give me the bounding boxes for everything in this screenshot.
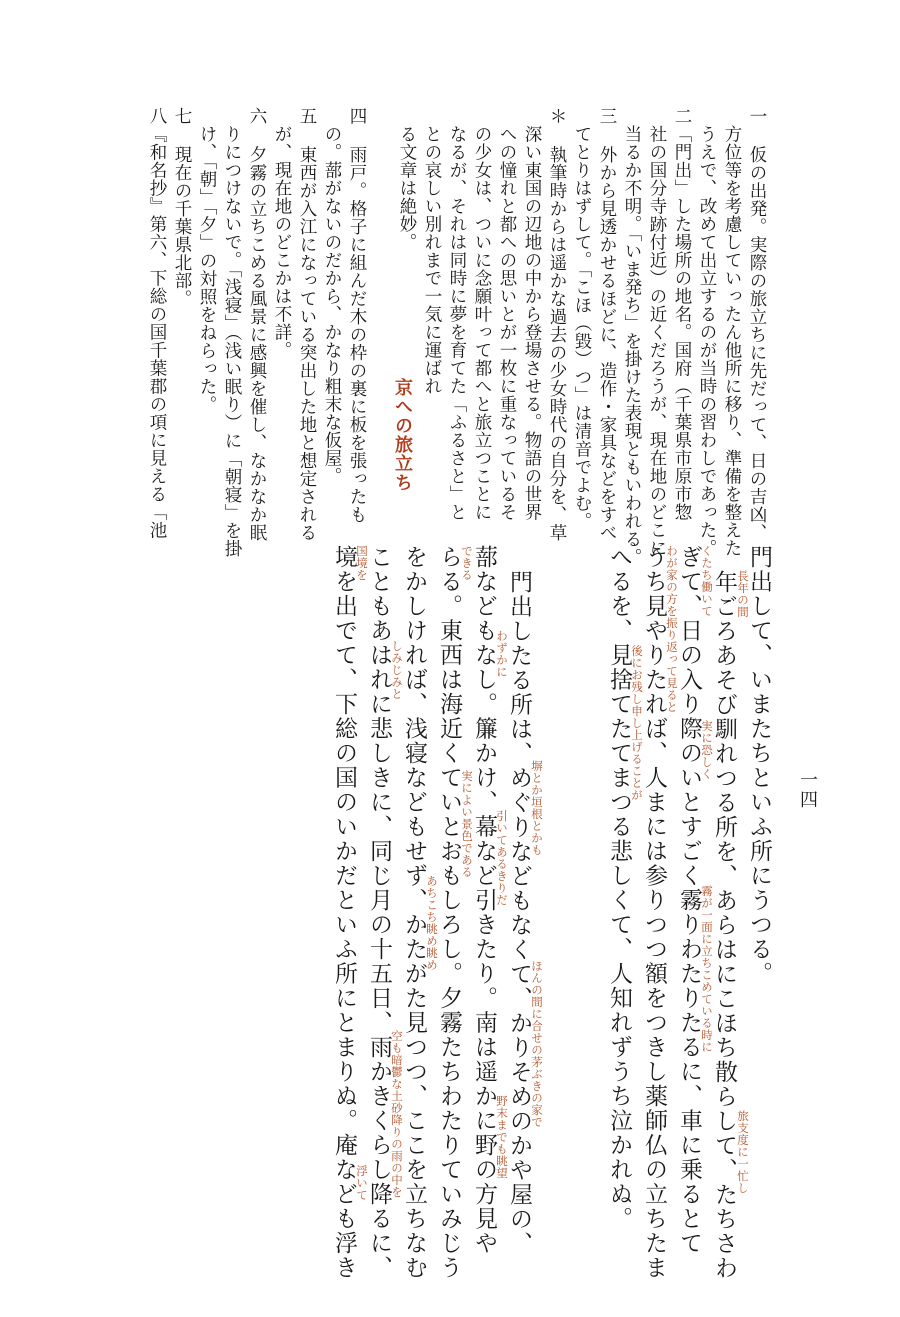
note-line: りにつけないで。「浅寝」（浅い眠り）に「朝寝」を掛 xyxy=(222,125,242,558)
main-line: 年ごろあそび馴れつる所を、あらはにこほち散らして、たちさわ xyxy=(711,570,737,1281)
note-line: てとりはずして。「こほ（毀）つ」は清音でよむ。 xyxy=(572,125,592,531)
note-line: 一 仮の出発。実際の旅立ちに先だって、日の吉凶、 xyxy=(747,107,767,542)
main-line: 境を出でて、下総の国のいかだといふ所にとまりぬ。庵なども浮き xyxy=(331,545,357,1280)
note-line: 四 雨戸。格子に組んだ木の枠の裏に板を張ったも xyxy=(347,107,367,524)
gloss: くたち働いて xyxy=(700,545,714,617)
note-line: との哀しい別れまで一気に運ばれ xyxy=(422,125,442,395)
gloss: 野末までも眺望 xyxy=(495,1095,509,1179)
note-line: への憧れと都への思いとが一枚に重なっているそ xyxy=(497,125,517,521)
gloss: 後にお残し申し上げることが xyxy=(630,645,644,801)
note-line: ＊ 執筆時からは遥かな過去の少女時代の自分を、草 xyxy=(547,107,567,542)
note-line: の。蔀がないのだから、かなり粗末な仮屋。 xyxy=(322,125,342,485)
gloss: 空も暗鬱な土砂降りの雨の中を xyxy=(390,1030,404,1198)
gloss: 引いてあるきりだ xyxy=(495,810,509,906)
gloss: 国境を xyxy=(355,545,369,581)
note-line: が、現在地のどこかは不詳。 xyxy=(272,125,292,359)
page-number: 一四 xyxy=(797,770,818,810)
note-line: け、「朝」「夕」の対照をねらった。 xyxy=(197,125,217,414)
gloss: わが家の方を振り返って見ると xyxy=(665,545,679,713)
gloss: 実によい景色である xyxy=(460,770,474,878)
section-heading: 京への旅立ち xyxy=(392,378,413,492)
note-line: 五 東西が入江になっている突出した地と想定される xyxy=(297,107,317,542)
main-line: 蔀などもなし。簾かけ、幕など引きたり。南は遥かに野の方見や xyxy=(471,545,497,1256)
gloss: できる xyxy=(460,545,474,581)
note-line: の少女は、ついに念願叶って都へと旅立つことに xyxy=(472,125,492,521)
note-line: うえで、改めて出立するのが当時の習わしであった。 xyxy=(697,125,717,557)
note-line: 深い東国の辺地の中から登場させる。物語の世界 xyxy=(522,125,542,521)
gloss: 塀とか垣根とかも xyxy=(530,760,544,856)
gloss: 旅支度に一忙し xyxy=(736,1110,750,1194)
main-line: をかしければ、浅寝などもせず、かたがた見つつ、ここを立ちなむ xyxy=(401,545,427,1280)
note-line: 当るか不明。「いま発ち」を掛けた表現ともいわれる。 xyxy=(622,125,642,567)
gloss: しみじみと xyxy=(390,640,404,700)
main-line: へるを、見捨てたてまつる悲しくて、人知れずうち泣かれぬ。 xyxy=(606,545,632,1231)
main-line: ぎて、日の入り際のいとすごく霧りわたりたるに、車に乗るとて xyxy=(676,545,702,1256)
gloss: 霧が一面に立ちこめている時に xyxy=(700,885,714,1053)
note-line: 三 外から見透かせるほどに、造作・家具などをすべ xyxy=(597,107,617,542)
main-line: 門出したる所は、めぐりなどもなくて、かりそめのかや屋の、 xyxy=(506,570,532,1256)
note-line: 社の国分寺跡付近）の近くだろうが、現在地のどこに xyxy=(647,125,667,557)
note-line: る文章は絶妙。 xyxy=(397,125,417,251)
gloss: 浮いて xyxy=(355,1165,369,1201)
note-line: なるが、それは同時に夢を育てた「ふるさと」と xyxy=(447,125,467,521)
main-line: 門出して、いまたちといふ所にうつる。 xyxy=(746,545,772,986)
gloss: 長年の間 xyxy=(736,570,750,618)
main-line: うち見やりたれば、人まには参りつつ額をつきし薬師仏の立ちたま xyxy=(641,545,667,1280)
note-line: 方位等を考慮していったん他所に移り、準備を整えた xyxy=(722,125,742,557)
note-line: 八『和名抄』第六、下総の国千葉郡の項に見える「池 xyxy=(147,107,167,539)
note-line: 二「門出」した場所の地名。国府（千葉県市原市惣 xyxy=(672,107,692,521)
gloss: わずかに xyxy=(495,630,509,678)
gloss: 実に恐しく xyxy=(700,720,714,780)
main-line: こともあはれに悲しきに、同じ月の十五日、雨かきくらし降るに、 xyxy=(366,545,392,1280)
note-line: 六 夕霧の立ちこめる風景に感興を催し、なかなか眠 xyxy=(247,107,267,542)
gloss: ほんの間に合せの茅ぶきの家で xyxy=(530,960,544,1128)
note-line: 七 現在の千葉県北部。 xyxy=(172,107,192,308)
main-line: らる。東西は海近くていとおもしろし。夕霧たちわたりていみじう xyxy=(436,545,462,1280)
gloss: あちこち眺め眺め xyxy=(425,875,439,971)
